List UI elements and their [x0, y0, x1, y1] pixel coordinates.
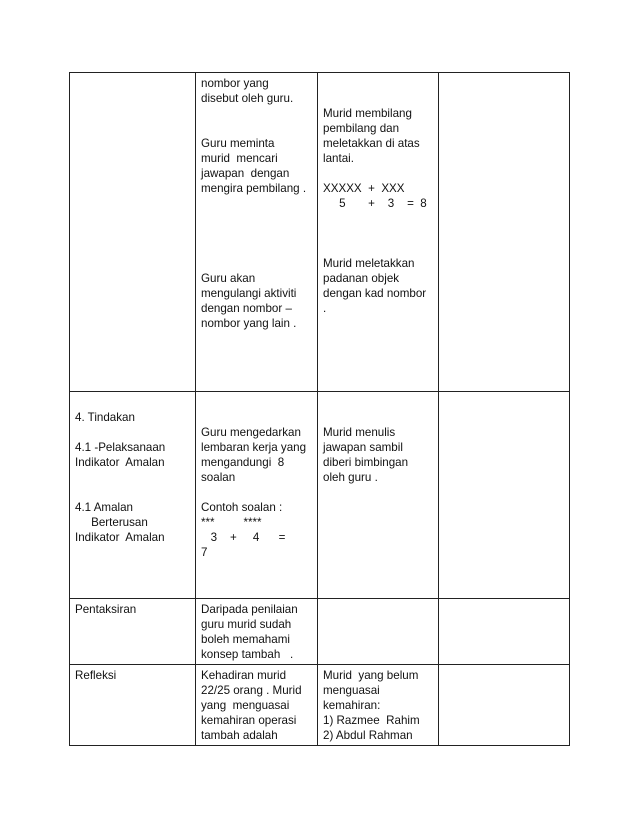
- table-cell: [70, 665, 196, 746]
- table-cell: [196, 665, 318, 746]
- table-cell: [318, 665, 439, 746]
- table-cell: [318, 599, 439, 665]
- table-row: [70, 73, 570, 392]
- cell-text: Refleksi: [75, 669, 117, 682]
- cell-text: Pentaksiran: [75, 603, 137, 616]
- cell-text: Murid yang belum menguasai kemahiran: 1) Razmee Rahim 2) Abdul Rahman: [323, 669, 420, 742]
- cell-text: Guru mengedarkan lembaran kerja yang mengandungi 8 soalan Contoh soalan : *** **** 3 + 4 = 7: [201, 426, 307, 559]
- cell-text: Kehadiran murid 22/25 orang . Murid yang menguasai kemahiran operasi tambah adalah: [201, 669, 302, 742]
- table-row: [70, 599, 570, 665]
- table-row: [70, 665, 570, 746]
- table-row: [70, 392, 570, 599]
- table-cell: [196, 392, 318, 599]
- table-cell: [70, 73, 196, 392]
- table-cell: [196, 73, 318, 392]
- cell-text: Murid menulis jawapan sambil diberi bimbingan oleh guru .: [323, 426, 409, 484]
- cell-text: Murid membilang pembilang dan meletakkan di atas lantai. XXXXX + XXX 5 + 3 = 8 Murid meletakkan padanan objek dengan kad nombor .: [323, 107, 427, 315]
- cell-text: nombor yang disebut oleh guru. Guru meminta murid mencari jawapan dengan mengira pembilang . Guru akan mengulangi aktiviti dengan nombor – nombor yang lain .: [201, 77, 307, 330]
- cell-text: Daripada penilaian guru murid sudah boleh memahami konsep tambah .: [201, 603, 298, 661]
- cell-text: 4. Tindakan 4.1 -Pelaksanaan Indikator Amalan 4.1 Amalan Berterusan Indikator Amalan: [75, 411, 166, 544]
- table-cell: [439, 599, 570, 665]
- table-cell: [439, 665, 570, 746]
- table-cell: [439, 392, 570, 599]
- lesson-plan-table: [69, 72, 570, 746]
- table-cell: [318, 392, 439, 599]
- table-cell: [70, 599, 196, 665]
- table-cell: [70, 392, 196, 599]
- table-cell: [196, 599, 318, 665]
- table-cell: [439, 73, 570, 392]
- table-cell: [318, 73, 439, 392]
